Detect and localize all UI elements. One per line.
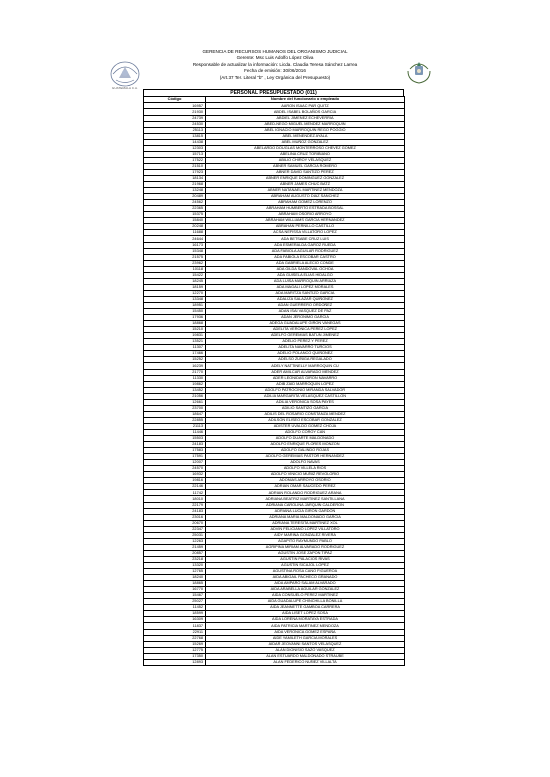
employee-code: 18599 (144, 611, 206, 617)
employee-name: ADRIAN ROLANDO RODRIGUEZ ARANA (206, 490, 405, 496)
employee-code: 24183 (144, 442, 206, 448)
employee-code: 24183 (144, 508, 206, 514)
employee-name: ADILSON ELISEO ESCOBAR GONZALEZ (206, 417, 405, 423)
employee-code: 11452 (144, 605, 206, 611)
employee-code: 12775 (144, 647, 206, 653)
employee-code: 20248 (144, 224, 206, 230)
employee-code: 24739 (144, 115, 206, 121)
employee-code: 23218 (144, 556, 206, 562)
employee-code: 15348 (144, 248, 206, 254)
employee-code: 12270 (144, 290, 206, 296)
employee-code: 21459 (144, 544, 206, 550)
employee-name: ADA GABRIELA ALECIO CONDE (206, 260, 405, 266)
employee-name: AIDA CONSUELO PEREZ MARTINEZ (206, 593, 405, 599)
employee-code: 23016 (144, 514, 206, 520)
employee-name: ABRAHAM AUGUSTO DIAZ SANCHEZ (206, 194, 405, 200)
employee-code: 10118 (144, 266, 206, 272)
employee-code: 21113 (144, 423, 206, 429)
employee-name: ADELITA NAVARRO TURCIOS (206, 345, 405, 351)
employee-name: ABNER JAMES CHUC BATZ (206, 182, 405, 188)
employee-code: 12007 (144, 460, 206, 466)
employee-code: 16173 (144, 242, 206, 248)
employee-name: ADELFO GEREMIAS BATUN JIMENEZ (206, 333, 405, 339)
organismo-judicial-seal-icon (108, 58, 142, 88)
employee-name: ADOLFO COROY CAN (206, 429, 405, 435)
employee-code: 22768 (144, 635, 206, 641)
employee-name: ADELITA VERONICA PEREZ LOPEZ (206, 327, 405, 333)
employee-name: AGUSTIN PALACIOS RIVAS (206, 556, 405, 562)
employee-name: ADA FABIOLA ESCOBAR CASTRO (206, 254, 405, 260)
employee-name: ADOLFO DUARTE MALDONADO (206, 436, 405, 442)
employee-name: ADA FABIOLA AGUILAR RODRIGUEZ (206, 248, 405, 254)
employee-name: ADA GILDA SANDOVAL OCHOA (206, 266, 405, 272)
employee-name: ADELSO ZUÑIGA REGALADO (206, 357, 405, 363)
employee-name: ABDEL ISABEL BOLAÑOS GARCIA (206, 109, 405, 115)
employee-code: 18951 (144, 302, 206, 308)
header-issue-date: Fecha de emisión: 30/06/2016 (244, 68, 306, 74)
employee-code: 22911 (144, 629, 206, 635)
table-body (144, 103, 405, 665)
employee-name: AIDA VERONICA GOMEZ ESPAÑA (206, 629, 405, 635)
employee-name: AIDA ABIGAIL PACHECO GRANADO (206, 575, 405, 581)
employee-name: ADOLFO PATROCINIO MIRANDA SALVADOR (206, 387, 405, 393)
employee-name: ADAN JERONIMO GARCIA (206, 315, 405, 321)
employee-code: 23700 (144, 405, 206, 411)
employee-code: 19816 (144, 478, 206, 484)
employee-code: 15713 (144, 151, 206, 157)
employee-name: ADELIO PEREZ Y PEREZ (206, 339, 405, 345)
employee-name: AIDE YAMILETH GARCIA MORALES (206, 635, 405, 641)
employee-name: ALAN DIONISIO SAZO VASQUEZ (206, 647, 405, 653)
employee-name: ADILIA MARGARITA VELASQUEZ CASTILLON (206, 393, 405, 399)
employee-name: AIDA JEANNETTE GAMBOA CARRERA (206, 605, 405, 611)
employee-code: 18647 (144, 411, 206, 417)
employee-name: AGUSTIN JOSE ZAPON TIPAZ (206, 550, 405, 556)
employee-name: ADILIA VERONICA SOSA PAYES (206, 399, 405, 405)
employee-name: AIDA GUADALUPE CHINCHILLA BONILLA (206, 599, 405, 605)
employee-code: 13815 (144, 133, 206, 139)
employee-name: ADA GUISELA ELIAS HIDALGO (206, 272, 405, 278)
employee-name: ADA MARITZA SANTIZO GARCIA (206, 290, 405, 296)
employee-name: ABELARDO DOUGLAS MONTERROSO CHEVEZ GOMEZ (206, 145, 405, 151)
employee-name: ADOLFO VILLELA RIOS (206, 466, 405, 472)
employee-code: 12661 (144, 399, 206, 405)
employee-code: 18865 (144, 581, 206, 587)
employee-name: ADOLFO ENRIQUE FLORES MONZON (206, 442, 405, 448)
employee-name: ADONIAS ARROYO OSORIO (206, 478, 405, 484)
employee-name: AIDA ARABELLA AGUILAR GONZALEZ (206, 587, 405, 593)
employee-code: 18868 (144, 321, 206, 327)
employee-name: ADER LEONIDAS GIRON NAVARRO (206, 375, 405, 381)
employee-code: 24530 (144, 121, 206, 127)
employee-code: 15467 (144, 593, 206, 599)
employee-code: 25027 (144, 599, 206, 605)
employee-name: ADRIANA MARIA MALDONADO GARCIA (206, 514, 405, 520)
employee-code: 12765 (144, 569, 206, 575)
employee-name: ADA BETSABE CRUZ LUIS (206, 236, 405, 242)
employee-code: 16932 (144, 472, 206, 478)
employee-code: 21575 (144, 254, 206, 260)
employee-code: 18010 (144, 496, 206, 502)
employee-code: 13452 (144, 387, 206, 393)
employee-name: ADAN GUERRERO ORDOÑEZ (206, 302, 405, 308)
employee-code: 13521 (144, 339, 206, 345)
employee-name: ADRIANA LUCIA GIRON GARDON (206, 508, 405, 514)
employee-code: 17923 (144, 169, 206, 175)
employee-name: ADISTER UVALDO GOMEZ CHOJA (206, 423, 405, 429)
table-row (144, 659, 405, 665)
employee-name: ABRAHAN PERNILLO CASTILLO (206, 224, 405, 230)
employee-code: 11330 (144, 375, 206, 381)
employee-code: 11446 (144, 429, 206, 435)
employee-name: ABNER DAVID SANTIZO PEREZ (206, 169, 405, 175)
employee-name: ADA LUISA MARROQUIN ARRIAZA (206, 278, 405, 284)
employee-name: AIDA LORENA MORATAYA ESTRADA (206, 617, 405, 623)
employee-name: ABRAHAM GOMEZ LORENZO (206, 200, 405, 206)
employee-name: AIDA LISET LOPEZ SOSA (206, 611, 405, 617)
employee-code: 25031 (144, 532, 206, 538)
employee-name: ADRIANA TERESITA MARTINEZ XOL (206, 520, 405, 526)
employee-code: 17466 (144, 351, 206, 357)
employee-code: 11837 (144, 623, 206, 629)
employee-code: 11742 (144, 490, 206, 496)
employee-code: 24644 (144, 236, 206, 242)
employee-name: ABNER NATANAEL MARTINEZ MENDOZA (206, 188, 405, 194)
employee-code: 24562 (144, 200, 206, 206)
employee-name: ABRAHAM OSORIO ARROYO (206, 212, 405, 218)
header-institution: GERENCIA DE RECURSOS HUMANOS DEL ORGANISMO JUDICIAL (202, 49, 348, 54)
employee-name: ABRAHAM WILLIAMS GARCIA HERNANDEZ (206, 218, 405, 224)
employee-name: ADRIANA BEATRIZ MARTINEZ SANTILLANA (206, 496, 405, 502)
employee-name: ABEL MENENDEZ AYALA (206, 133, 405, 139)
employee-code: 21056 (144, 393, 206, 399)
employee-code: 17936 (144, 315, 206, 321)
employee-code: 16239 (144, 363, 206, 369)
employee-name: ADA ESMERALDA GAROZ RUEDA (206, 242, 405, 248)
employee-name: ABNER SAMUEL GARCIA ROMERO (206, 163, 405, 169)
employee-code: 15269 (144, 641, 206, 647)
employee-code: 23962 (144, 260, 206, 266)
employee-code: 15375 (144, 212, 206, 218)
employee-name: AARON ISAAC PAR QUITZ (206, 103, 405, 109)
employee-code: 25113 (144, 127, 206, 133)
employee-name: ABEL MUÑOZ GONZALEZ (206, 139, 405, 145)
header-responsible: Responsable de actualizar la información: Licda. Claudia Teresa Sánchez Larrea (192, 61, 358, 67)
employee-name: ABRAHAM HUMBERTO ESTRADA BOSSAL (206, 206, 405, 212)
employee-code: 21510 (144, 163, 206, 169)
employee-code: 20489 (144, 194, 206, 200)
employee-name: ACSA NEFISSA VILLATORO LOPEZ (206, 230, 405, 236)
employee-name: ABILIO CHIROY VELASQUEZ (206, 157, 405, 163)
employee-code: 18159 (144, 284, 206, 290)
employee-name: ADILIS DEL ROSARIO CONSTANZA MENDEZ (206, 411, 405, 417)
employee-name: ABEL IGNACIO MARROQUIN REGO POGGIO (206, 127, 405, 133)
employee-code: 11307 (144, 345, 206, 351)
employee-code: 17583 (144, 448, 206, 454)
employee-code: 22365 (144, 206, 206, 212)
employee-name: AGRIPINA MIRIAM ALVARADO RODRIGUEZ (206, 544, 405, 550)
employee-code: 21770 (144, 369, 206, 375)
employee-code: 24570 (144, 466, 206, 472)
employee-name: ABED-NEGO MIGUEL MENDEZ MARROQUIN (206, 121, 405, 127)
employee-name: ADAN ISAI VASQUEZ DE PAZ (206, 309, 405, 315)
employee-code: 12263 (144, 538, 206, 544)
employee-name: AGAPITO RAYMUNDO PABLO (206, 538, 405, 544)
employee-code: 15503 (144, 436, 206, 442)
employee-name: AIDAR JEOVANNI SANTOS VELASQUEZ (206, 641, 405, 647)
employee-code: 15252 (144, 357, 206, 363)
coat-of-arms-icon (404, 57, 434, 85)
employee-code: 21930 (144, 109, 206, 115)
employee-name: AGUSTIN SICAJOL LOPEZ (206, 563, 405, 569)
employee-name: ALAN FEDERICO NUÑEZ VILLALTA (206, 659, 405, 665)
personnel-table (143, 96, 405, 665)
employee-name: ADILIO SANTIZO GARCIA (206, 405, 405, 411)
employee-code: 15422 (144, 272, 206, 278)
column-header-name: Nombre del funcionario o empleado (206, 97, 405, 103)
employee-code: 15450 (144, 309, 206, 315)
employee-code: 22347 (144, 526, 206, 532)
employee-name: AIDY MARINA GONZALEZ RIVERA (206, 532, 405, 538)
employee-name: ADIB ZAID MARROQUIN LOPEZ (206, 381, 405, 387)
employee-name: ADER AMILCAR ALVARADO MENDEZ (206, 369, 405, 375)
personnel-table-wrap (143, 89, 404, 666)
employee-name: ABDIEL JIMENEZ ECHEVERRIA (206, 115, 405, 121)
employee-code: 11688 (144, 230, 206, 236)
section-title: PERSONAL PRESUPUESTADO (011) (143, 89, 404, 96)
logo-caption: GUATEMALA C.A. (111, 86, 139, 90)
employee-code: 19862 (144, 381, 206, 387)
employee-name: ADELIO POLANCO QUIÑONEZ (206, 351, 405, 357)
employee-code: 17350 (144, 653, 206, 659)
header-legal-basis: (Art.37 Ter. Literal "b" , Ley Orgánica del Presupuesto) (219, 74, 331, 80)
employee-name: ADVIN FELICIANO LOPEZ VILLATORO (206, 526, 405, 532)
employee-name: ADOLFO GALINDO ROJAS (206, 448, 405, 454)
employee-code: 13320 (144, 563, 206, 569)
employee-name: ADOLFO VINICIO MUÑIZ REVOLORIO (206, 472, 405, 478)
employee-code: 12303 (144, 145, 206, 151)
employee-name: ALAN ESTUARDO MALDONADO STRAUBE (206, 653, 405, 659)
employee-code: 16309 (144, 617, 206, 623)
employee-code: 20857 (144, 550, 206, 556)
employee-code: 18134 (144, 176, 206, 182)
employee-name: ADOLFO NAVAS (206, 460, 405, 466)
employee-code: 18245 (144, 278, 206, 284)
employee-name: ADA MAGALI LOPEZ MORALES (206, 284, 405, 290)
employee-code: 22855 (144, 417, 206, 423)
employee-code: 17522 (144, 157, 206, 163)
employee-name: ABNER ENRIQUE DOMINGUEZ GONZALEZ (206, 176, 405, 182)
header-manager: Gerente: Msc Luis Adolfo López Oliva (236, 55, 314, 61)
employee-code: 13348 (144, 296, 206, 302)
employee-code: 14438 (144, 139, 206, 145)
employee-code: 21968 (144, 182, 206, 188)
employee-code: 16957 (144, 103, 206, 109)
employee-code: 22179 (144, 502, 206, 508)
employee-code: 18240 (144, 575, 206, 581)
employee-code: 16770 (144, 587, 206, 593)
employee-code: 15210 (144, 327, 206, 333)
employee-name: ADELY NATTINELLY MARROQUIN CU (206, 363, 405, 369)
employee-name: ADALIZA SALAZAR QUIÑONEZ (206, 296, 405, 302)
employee-code: 20670 (144, 520, 206, 526)
employee-name: ADRIAN OMAR SAUCEDO PEREZ (206, 484, 405, 490)
employee-code: 17591 (144, 454, 206, 460)
employee-code: 19831 (144, 333, 206, 339)
employee-name: AGUSTINA ROSA CANO FIGUEROA (206, 569, 405, 575)
employee-name: ABELINA CRUZ TORIBIANO (206, 151, 405, 157)
employee-code: 22146 (144, 484, 206, 490)
employee-code: 15840 (144, 218, 206, 224)
column-header-code: Código (144, 97, 206, 103)
employee-name: ADRIANA CAROLINA JARQUIN CALDERON (206, 502, 405, 508)
employee-name: ADEGA GUADALUPE GIRON VANEGAS (206, 321, 405, 327)
employee-name: AIDA AMPARO SALAM ALVARADO (206, 581, 405, 587)
employee-code: 13248 (144, 188, 206, 194)
employee-name: ADOLFO GEREMIAS PASTOR HERNANDEZ (206, 454, 405, 460)
employee-name: AIDA PATRICIA MARTINEZ MENDOZA (206, 623, 405, 629)
employee-code: 12893 (144, 659, 206, 665)
